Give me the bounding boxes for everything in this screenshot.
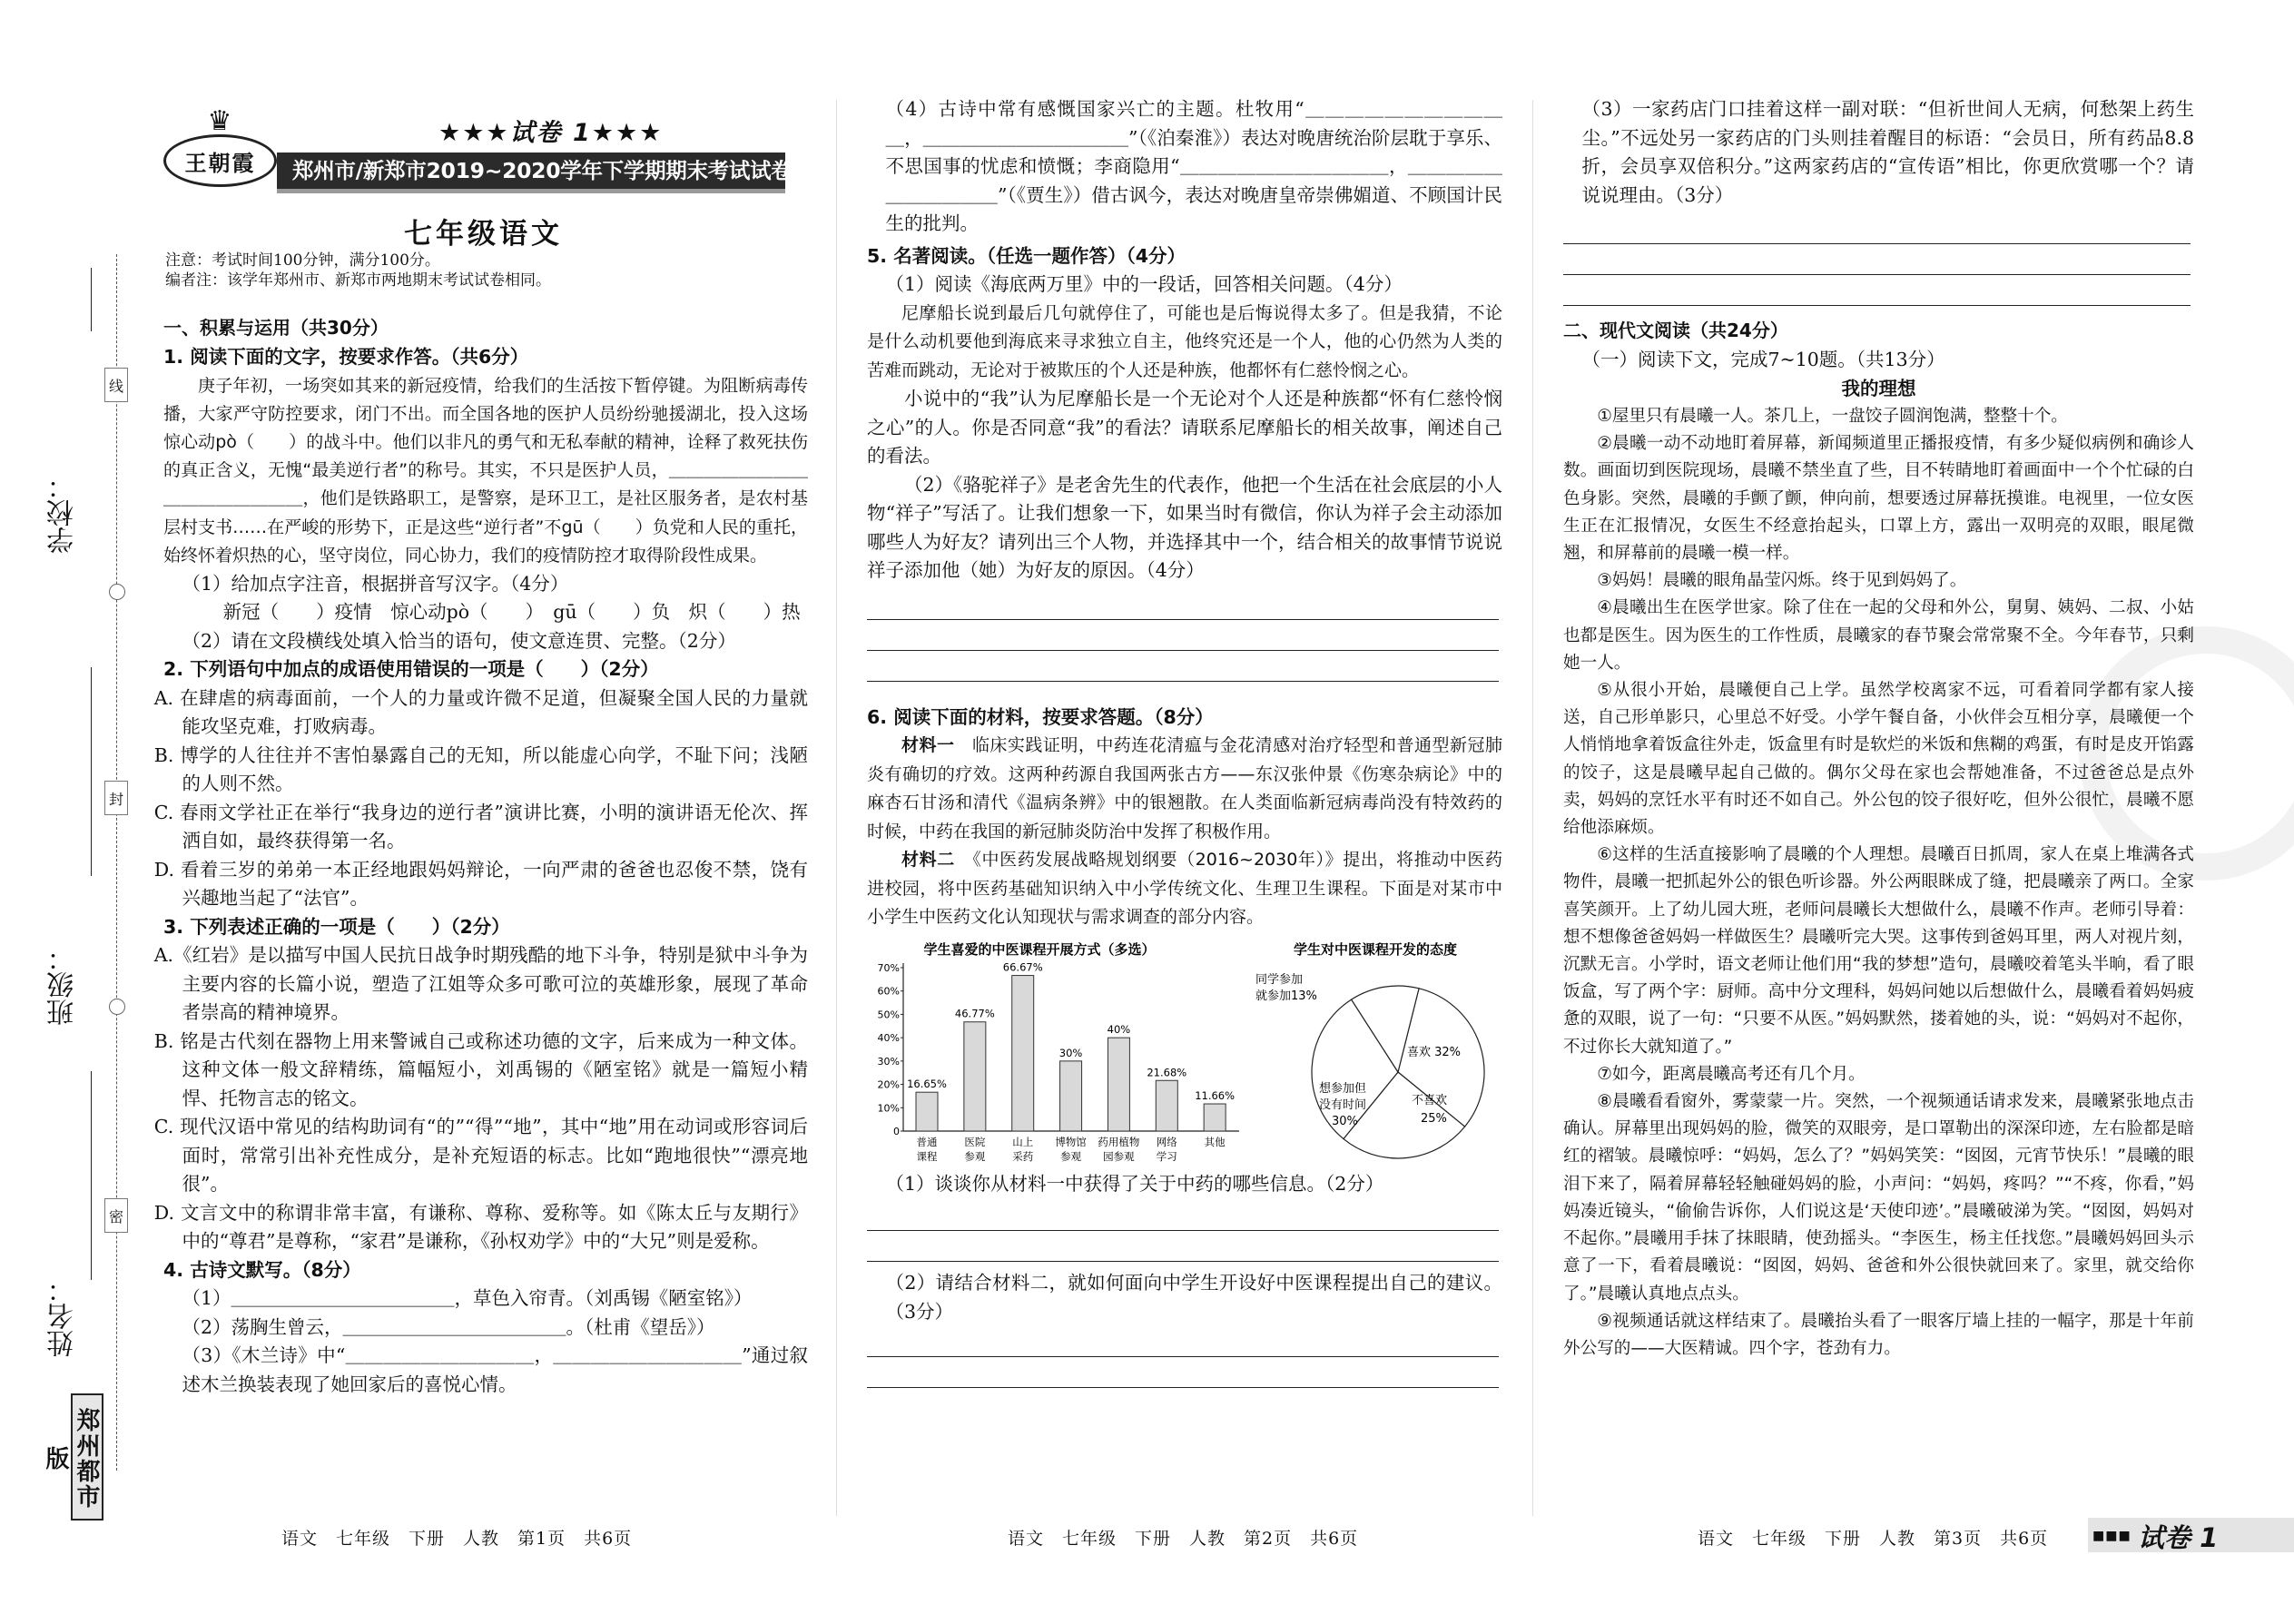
bar (1060, 1060, 1082, 1130)
essay-paragraph: ③妈妈！晨曦的眼角晶莹闪烁。终于见到妈妈了。 (1597, 571, 1967, 591)
option-d: D. 文言文中的称谓非常丰富，有谦称、尊称、爱称等。如《陈太丘与友期行》中的“尊君”是尊称，“家君”是谦称，《孙权劝学》中的“大兄”则是爱称。 (153, 1201, 808, 1253)
answer-line[interactable] (867, 1326, 1499, 1357)
poem-blank-2: （2）荡胸生曾云，＿＿＿＿＿＿＿＿＿＿＿＿。（杜甫《望岳》） (182, 1315, 715, 1338)
poem-blank-4: （4）古诗中常有感慨国家兴亡的主题。杜牧用“＿＿＿＿＿＿＿＿＿＿＿，＿＿＿＿＿＿＿＿＿＿＿”（《泊秦淮》）表达对晚唐统治阶层耽于享乐、不思国事的忧虑和愤慨；李商隐用“＿＿＿＿＿＿＿＿＿＿＿，＿＿＿＿＿＿＿＿＿＿＿”（《贾生》）借古讽今，表达对晚唐皇帝崇佛媚道、不顾国计民生的批判。 (885, 98, 1502, 234)
subquestion: （1）谈谈你从材料一中获得了关于中药的哪些信息。（2分） (885, 1172, 1384, 1195)
essay-paragraph: ④晨曦出生在医学世家。除了住在一起的父母和外公，舅舅、姨妈、二叔、小姑也都是医生。因为医生的工作性质，晨曦家的春节聚会常常聚不全。今年春节，只剩她一人。 (1563, 598, 2194, 673)
x-tick-label: 普通 (916, 1135, 938, 1148)
answer-area (867, 589, 1502, 682)
chart-title: 学生对中医课程开发的态度 (1293, 940, 1458, 958)
answer-line[interactable] (1563, 275, 2191, 306)
x-tick-label: 园参观 (1103, 1149, 1135, 1163)
bar-chart (867, 936, 1248, 1170)
question-5: 5. 名著阅读。（任选一题作答）（4分） (867, 244, 1186, 267)
exam-note: 注意：考试时间100分钟，满分100分。 (165, 251, 440, 270)
edition-label: 郑州都市版 (71, 1393, 103, 1521)
answer-area (867, 1200, 1502, 1262)
question-6: 6. 阅读下面的材料，按要求答题。（8分） (867, 705, 1214, 728)
novel-quote: 尼摩船长说到最后几句就停住了，可能也是后悔说得太多了。但是我猜，不论是什么动机要他到海底来寻求独立自主，他终究还是一个人，他的心仍然为人类的苦难而跳动，无论对于被欺压的个人还是种族，他都怀有仁慈怜悯之心。 (867, 302, 1502, 380)
answer-line[interactable] (867, 1357, 1499, 1388)
pie-label: 25% (1421, 1111, 1447, 1126)
section-heading: 二、现代文阅读（共24分） (1563, 320, 1788, 341)
binding-mark-seal: 封 (104, 781, 128, 815)
column-3 (1563, 95, 2194, 1624)
page-title: 七年级语文 (404, 218, 563, 251)
bar-value-label: 66.67% (1002, 960, 1043, 974)
option-c: C. 现代汉语中常见的结构助词有“的”“得”“地”，其中“地”用在动词或形容词后面时，常常引出补充性成分，是补充短语的标志。比如“跑地很快”“漂亮地很”。 (153, 1116, 808, 1196)
column-divider (836, 100, 837, 1516)
essay-paragraph: ⑤从很小开始，晨曦便自己上学。虽然学校离家不远，可看着同学都有家人接送，自己形单影只，心里总不好受。小学午餐自备，小伙伴会互相分享，晨曦便一个人悄悄地拿着饭盒往外走，饭盒里有时是软烂的米饭和焦糊的鸡蛋，有时是皮开馅露的饺子，这是晨曦早起自己做的。偶尔父母在家也会帮她准备，不过爸爸总是点外卖，妈妈的烹饪水平有时还不如自己。外公包的饺子很好吃，但外公很忙，晨曦不愿给他添麻烦。 (1563, 681, 2194, 838)
material-2 (867, 846, 1502, 932)
binding-mark-close: 密 (104, 1198, 128, 1233)
chart-title: 学生喜爱的中医课程开展方式（多选） (923, 940, 1156, 958)
name-line (91, 1071, 92, 1280)
essay-paragraph: ⑧晨曦看看窗外，雾蒙蒙一片。突然，一个视频通话请求发来，晨曦紧张地点击确认。屏幕里出现妈妈的脸，微笑的双眼旁，是口罩勒出的深深印迹，左右脸都是暗红的褶皱。晨曦惊呼：“妈妈，怎么了？”妈妈笑笑：“囡囡，元宵节快乐！”晨曦的眼泪下来了，隔着屏幕轻轻触碰妈妈的脸，小声问：“妈妈，疼吗？”“不疼，你看，”妈妈凑近镜头，“偷偷告诉你，人们说这是‘天使印迹’。”晨曦破涕为笑。“囡囡，妈妈对不起你。”晨曦用手抹了抹眼睛，使劲摇头。“李医生，杨主任找您。”晨曦妈妈回头示意了一下，看着晨曦说：“囡囡，妈妈、爸爸和外公很快就回来了。家里，就交给你了。”晨曦认真地点点头。 (1563, 1092, 2194, 1304)
essay-paragraph: ⑨视频通话就这样结束了。晨曦抬头看了一眼客厅墙上挂的一幅字，那是十年前外公写的——大医精诚。四个字，苍劲有力。 (1563, 1311, 2194, 1358)
material-1-text: 临床实践证明，中药连花清瘟与金花清感对治疗轻型和普通型新冠肺炎有确切的疗效。这两种药源自我国两张古方——东汉张仲景《伤寒杂病论》中的麻杏石甘汤和清代《温病条辨》中的银翘散。在人类面临新冠病毒尚没有特效药的时候，中药在我国的新冠肺炎防治中发挥了积极作用。 (867, 735, 1502, 842)
essay-title: 我的理想 (1841, 377, 1916, 399)
answer-line[interactable] (867, 1231, 1499, 1262)
class-line (91, 667, 92, 876)
x-tick-label: 博物馆 (1055, 1135, 1087, 1148)
answer-line[interactable] (1563, 244, 2191, 275)
reading-instruction: （一）阅读下文，完成7~10题。（共13分） (1581, 349, 1945, 370)
bar (1156, 1080, 1177, 1131)
pie-label: 同学参加 (1255, 972, 1304, 987)
page-footer: 语文 七年级 下册 人教 第3页 共6页 (1698, 1529, 2049, 1549)
footer-badge-squares: ■■■ (2092, 1529, 2132, 1543)
y-tick-label: 0 (893, 1125, 900, 1137)
bar-value-label: 11.66% (1195, 1088, 1236, 1102)
y-tick-label: 60% (877, 985, 900, 998)
page-footer: 语文 七年级 下册 人教 第1页 共6页 (281, 1529, 633, 1549)
x-tick-label: 山上 (1012, 1135, 1034, 1148)
y-tick-label: 10% (877, 1101, 900, 1114)
option-a: A.《红岩》是以描写中国人民抗日战争时期残酷的地下斗争，特别是狱中斗争为主要内容的长篇小说，塑造了江姐等众多可歌可泣的英雄形象，展现了革命者崇高的精神境界。 (153, 944, 808, 1024)
charts-row (867, 936, 1502, 1170)
column-divider (1532, 100, 1533, 1516)
material-1-label: 材料一 (901, 735, 955, 755)
pie-label: 不喜欢 (1412, 1093, 1448, 1107)
bar-value-label: 30% (1058, 1046, 1083, 1059)
bar-value-label: 16.65% (907, 1077, 947, 1090)
binding-dashed-line (116, 254, 117, 1471)
bar (1204, 1104, 1226, 1131)
x-tick-label: 其他 (1204, 1135, 1226, 1148)
name-label: 姓名： (47, 1275, 79, 1357)
material-2-label: 材料二 (901, 850, 955, 870)
pie-label: 想参加但 (1319, 1081, 1367, 1096)
option-b: B. 铭是古代刻在器物上用来警诫自己或称述功德的文字，后来成为一种文体。这种文体一般文辞精练，篇幅短小，刘禹锡的《陋室铭》就是一篇短小精悍、托物言志的铭文。 (153, 1029, 808, 1109)
answer-line[interactable] (1563, 213, 2191, 244)
column-2 (867, 95, 1502, 1624)
binding-mark-line: 线 (104, 368, 128, 402)
option-b: B. 博学的人往往并不害怕暴露自己的无知，所以能虚心向学，不耻下问；浅陋的人则不然。 (153, 743, 808, 795)
y-tick-label: 30% (877, 1055, 900, 1068)
material-1 (867, 732, 1502, 846)
y-tick-label: 70% (877, 961, 900, 974)
x-tick-label: 参观 (964, 1149, 986, 1163)
bar (1108, 1038, 1129, 1131)
answer-line[interactable] (867, 1200, 1499, 1231)
bar-value-label: 46.77% (954, 1007, 995, 1020)
option-c: C. 春雨文学社正在举行“我身边的逆行者”演讲比赛，小明的演讲语无伦次、挥洒自如，最终获得第一名。 (153, 801, 808, 852)
bar-value-label: 21.68% (1147, 1065, 1187, 1078)
x-tick-label: 学习 (1156, 1149, 1177, 1163)
page-footer: 语文 七年级 下册 人教 第2页 共6页 (1008, 1529, 1359, 1549)
exam-badge: ★★★试卷 1★★★ (438, 119, 664, 147)
pie-label: 30% (1332, 1114, 1358, 1128)
phonetic-items: 新冠（ ）疫情 惊心动pò（ ） gū（ ）负 炽（ ）热 (222, 601, 801, 624)
subquestion: （2）《骆驼祥子》是老舍先生的代表作，他把一个生活在社会底层的小人物“祥子”写活了。让我们想象一下，如果当时有微信，你认为祥子会主动添加哪些人为好友？请列出三个人物，并选择其中一个，结合相关的故事情节说说祥子添加他（她）为好友的原因。（4分） (867, 473, 1502, 581)
brand-logo (163, 134, 277, 187)
essay-paragraph: ②晨曦一动不动地盯着屏幕，新闻频道里正播报疫情，有多少疑似病例和确诊人数。画面切到医院现场，晨曦不禁坐直了些，目不转睛地盯着画面中一个个忙碌的白色身影。突然，晨曦的手颤了颤，伸向前，想要透过屏幕抚摸谁。电视里，一位女医生正在汇报情况，女医生不经意抬起头，口罩上方，露出一双明亮的双眼，眼尾微翘，和屏幕前的晨曦一模一样。 (1563, 434, 2194, 564)
crown-icon: ♛ (207, 105, 232, 137)
subquestion-text: 小说中的“我”认为尼摩船长是一个无论对个人还是种族都“怀有仁慈怜悯之心”的人。你是否同意“我”的看法？请联系尼摩船长的相关故事，阐述自己的看法。 (867, 388, 1502, 467)
brand-text: 王朝霞 (184, 149, 256, 176)
answer-area (1563, 213, 2194, 306)
answer-line[interactable] (867, 651, 1499, 682)
x-tick-label: 参观 (1060, 1149, 1082, 1163)
passage: 庚子年初，一场突如其来的新冠疫情，给我们的生活按下暂停键。为阻断病毒传播，大家严守防控要求，闭门不出。而全国各地的医护人员纷纷驰援湖北，投入这场惊心动pò（ ）的战斗中。他们以非凡的勇气和无私奉献的精神，诠释了救死扶伤的真正含义，无愧“最美逆行者”的称号。其实，不只是医护人员，＿＿＿＿＿＿＿＿＿＿＿＿＿＿＿＿，他们是铁路职工，是警察，是环卫工，是社区服务者，是农村基层村支书……在严峻的形势下，正是这些“逆行者”不gū（ ）负党和人民的重托，始终怀着炽热的心，坚守岗位，同心协力，我们的疫情防控才取得阶段性成果。 (163, 375, 808, 566)
exam-title: 郑州市/新郑市2019~2020学年下学期期末考试试卷 (292, 158, 793, 183)
bar (1012, 975, 1034, 1130)
subquestion: （2）请在文段横线处填入恰当的语句，使文意连贯、完整。（2分） (182, 629, 736, 652)
answer-area (867, 1326, 1502, 1388)
subquestion: （3）一家药店门口挂着这样一副对联：“但祈世间人无病，何愁架上药生尘。”不远处另一家药店的门头则挂着醒目的标语：“会员日，所有药品8.8折，会员享双倍积分。”这两家药店的“宣传语”相比，你更欣赏哪一个？请说说理由。（3分） (1581, 98, 2194, 206)
x-tick-label: 药用植物 (1098, 1135, 1140, 1148)
y-tick-label: 40% (877, 1031, 900, 1044)
x-tick-label: 课程 (916, 1149, 938, 1163)
footer-badge: 试卷 1 (2138, 1522, 2219, 1553)
subquestion: （1）给加点字注音，根据拼音写汉字。（4分） (182, 572, 569, 595)
class-label: 班级： (47, 944, 79, 1026)
essay-paragraph: ①屋里只有晨曦一人。茶几上，一盘饺子圆润饱满，整整十个。 (1597, 407, 2068, 426)
material-2-text: 《中医药发展战略规划纲要（2016~2030年）》提出，将推动中医药进校园，将中医药基础知识纳入中小学传统文化、生理卫生课程。下面是对某市中小学生中医药文化认知现状与需求调查的部分内容。 (867, 850, 1502, 927)
question-1: 1. 阅读下面的文字，按要求作答。（共6分） (163, 346, 529, 368)
poem-blank-3: （3）《木兰诗》中“＿＿＿＿＿＿＿＿＿＿，＿＿＿＿＿＿＿＿＿＿”通过叙述木兰换装表现了她回家后的喜悦心情。 (182, 1344, 808, 1395)
y-tick-label: 20% (877, 1078, 900, 1091)
y-tick-label: 50% (877, 1008, 900, 1020)
option-d: D. 看着三岁的弟弟一本正经地跟妈妈辩论，一向严肃的爸爸也忍俊不禁，饶有兴趣地当起了“法官”。 (153, 858, 808, 910)
answer-line[interactable] (867, 589, 1499, 620)
question-3: 3. 下列表述正确的一项是（ ）（2分） (163, 915, 510, 938)
bar (916, 1092, 938, 1131)
bar-value-label: 40% (1107, 1022, 1131, 1036)
bar (964, 1021, 986, 1130)
binding-hole (109, 584, 125, 600)
exam-title-shadow (277, 189, 785, 193)
column-1 (153, 312, 808, 1624)
answer-line[interactable] (867, 620, 1499, 651)
school-line (91, 268, 92, 331)
subquestion: （1）阅读《海底两万里》中的一段话，回答相关问题。（4分） (885, 273, 1403, 295)
pie-label: 就参加13% (1255, 989, 1317, 1003)
essay-paragraph: ⑦如今，距离晨曦高考还有几个月。 (1597, 1064, 1866, 1084)
pie-label: 没有时间 (1319, 1097, 1367, 1112)
school-label: 学校： (47, 472, 79, 554)
essay-paragraph: ⑥这样的生活直接影响了晨曦的个人理想。晨曦百日抓周，家人在桌上堆满各式物件，晨曦一把抓起外公的银色听诊器。外公两眼眯成了缝，把晨曦亲了两口。全家喜笑颜开。上了幼儿园大班，老师问晨曦长大想做什么，晨曦不作声。老师引导着：想不想像爸爸妈妈一样做医生？晨曦听完大哭。这事传到爸妈耳里，两人对视片刻，沉默无言。小学时，语文老师让他们用“我的梦想”造句，晨曦咬着笔头半晌，看了眼饭盒，写了两个字：厨师。高中分文理科，妈妈问她以后想做什么，晨曦看着妈妈疲惫的双眼，说了一句：“只要不从医。”妈妈默然，搂着她的头，说：“妈妈对不起你，不过你长大就知道了。” (1563, 845, 2194, 1057)
x-tick-label: 医院 (964, 1135, 986, 1148)
editor-note: 编者注：该学年郑州市、新郑市两地期末考试试卷相同。 (165, 271, 551, 290)
question-2: 2. 下列语句中加点的成语使用错误的一项是（ ）（2分） (163, 658, 659, 681)
option-a: A. 在肆虐的病毒面前，一个人的力量或许微不足道，但凝聚全国人民的力量就能攻坚克难，打败病毒。 (153, 686, 808, 738)
x-tick-label: 采药 (1012, 1149, 1034, 1163)
binding-hole (109, 999, 125, 1015)
essay-body (1563, 403, 2194, 1363)
pie-label: 喜欢 32% (1407, 1045, 1462, 1059)
poem-blank-1: （1）＿＿＿＿＿＿＿＿＿＿＿＿，草色入帘青。（刘禹锡《陋室铭》） (182, 1287, 753, 1310)
pie-chart (1248, 936, 1502, 1170)
section-heading: 一、积累与运用（共30分） (163, 317, 389, 339)
question-4: 4. 古诗文默写。（8分） (163, 1258, 361, 1281)
x-tick-label: 网络 (1156, 1135, 1177, 1148)
subquestion: （2）请结合材料二，就如何面向中学生开设好中医课程提出自己的建议。（3分） (885, 1272, 1502, 1323)
